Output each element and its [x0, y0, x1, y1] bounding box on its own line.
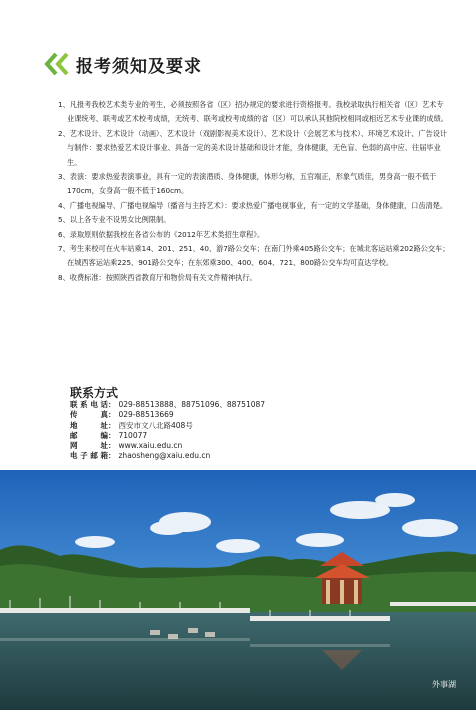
contact-address: 地址 ： 西安市文八北路408号 — [70, 420, 193, 430]
list-item: 5、以上各专业不设男女比例限制。 — [58, 215, 171, 225]
contact-value: www.xaiu.edu.cn — [118, 441, 183, 451]
contact-label: 传真 — [70, 410, 108, 420]
list-item: 4、广播电视编导、广播电视编导（播音与主持艺术）：要求热爱广播电视事业，有一定的文学基础，身体健康，口齿清楚。 — [58, 200, 448, 210]
contact-postcode: 邮编 ： 710077 — [70, 430, 148, 440]
list-item: 2、艺术设计、艺术设计（动画）、艺术设计（戏剧影视美术设计）、艺术设计（会展艺术与技术）、环境艺术设计、广告设计与制作：要求热爱艺术设计事业、具备一定的美术设计基础和设计才能，身体健康，无色盲、色弱的高中应、往届毕业生。 — [58, 128, 448, 167]
contact-label: 电子邮箱 — [70, 451, 108, 461]
list-item: 6、录取原则依据我校在各省公布的《2012年艺术类招生章程》。 — [58, 229, 265, 239]
contact-email: 电子邮箱 ： zhaosheng@xaiu.edu.cn — [70, 451, 211, 461]
list-item: 8、收费标准：按照陕西省教育厅和物价局有关文件精神执行。 — [58, 272, 257, 282]
contact-website: 网址 ： www.xaiu.edu.cn — [70, 441, 183, 451]
contact-label: 网址 — [70, 441, 108, 451]
list-item: 7、考生来校可在火车站乘14、201、251、40、游7路公交车；在南门外乘405路公交车；在城北客运站乘202路公交车；在城西客运站乘225、901路公交车；在东郊乘300、400、604、721、800路公交车均可直达学校。 — [58, 244, 450, 268]
requirements-list — [58, 98, 450, 285]
photo-caption: 外事湖 — [432, 680, 456, 689]
contact-label: 邮编 — [70, 430, 108, 440]
contact-value: 西安市文八北路408号 — [118, 420, 193, 430]
contact-fax: 传真 ： 029-88513669 — [70, 410, 174, 420]
contact-info — [70, 400, 390, 462]
contact-label: 地址 — [70, 420, 108, 430]
contact-value: zhaosheng@xaiu.edu.cn — [118, 451, 211, 461]
list-item: 1、凡报考我校艺术类专业的考生，必须按照各省（区）招办规定的要求进行资格报考。我校录取执行相关省（区）艺术专业课统考、联考或艺术校考成绩，无统考、联考或校考成绩的省（区）可以承认其他院校相同或相近艺术专业课的成绩。 — [58, 100, 448, 124]
contact-phone: 联系电话 ： 029-88513888、88751096、88751087 — [70, 400, 266, 409]
contact-value: 029-88513888、88751096、88751087 — [118, 400, 266, 409]
page-title: 报考须知及要求 — [76, 57, 202, 77]
double-chevron-icon — [44, 52, 70, 76]
lake-pavilion-photo — [0, 470, 476, 710]
list-item: 3、表演：要求热爱表演事业，具有一定的表演潜质、身体健康，体形匀称，五官端正，形象气质佳，男身高一般不低于170cm，女身高一般不低于160cm。 — [58, 172, 437, 196]
contact-title: 联系方式 — [70, 386, 119, 400]
contact-label: 联系电话 — [70, 400, 108, 409]
contact-value: 029-88513669 — [118, 410, 174, 420]
contact-value: 710077 — [118, 430, 148, 440]
